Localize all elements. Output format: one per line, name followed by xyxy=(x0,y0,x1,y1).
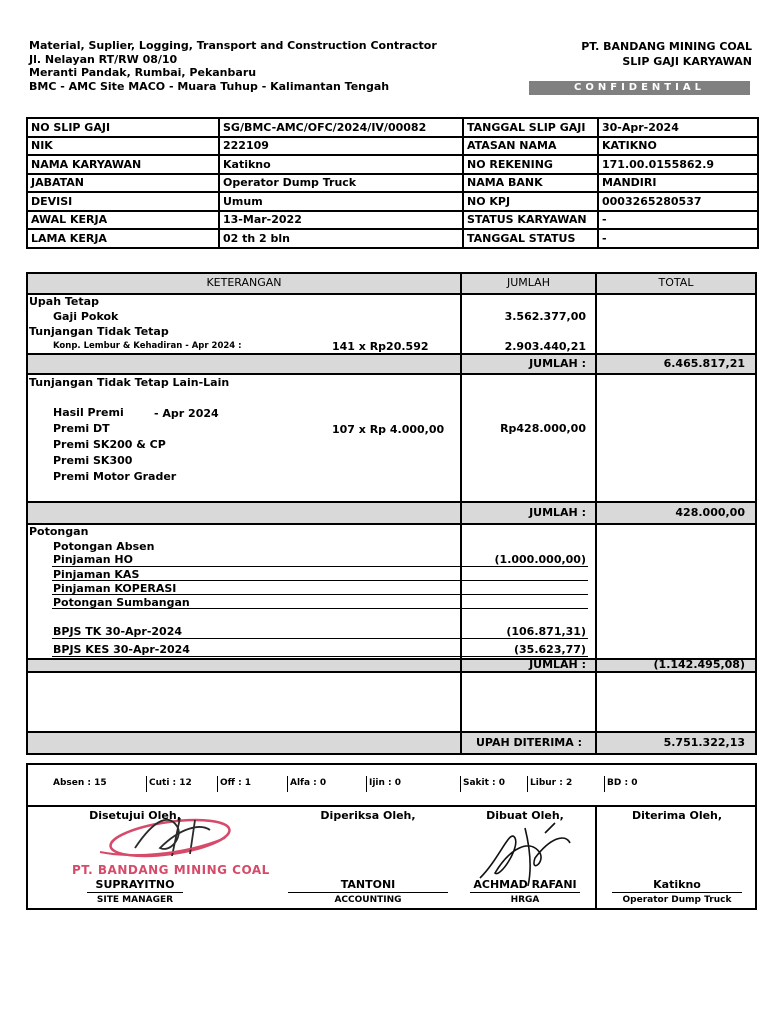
bpjs-tk-label: BPJS TK 30-Apr-2024 xyxy=(53,625,183,638)
info-row xyxy=(27,229,758,248)
separator xyxy=(287,776,288,792)
jumlah-total-2: 428.000,00 xyxy=(675,506,745,519)
jumlah-label-3: JUMLAH : xyxy=(529,658,586,671)
info-value: SG/BMC-AMC/OFC/2024/IV/00082 xyxy=(219,118,463,137)
info-row xyxy=(27,137,758,156)
separator xyxy=(460,776,461,792)
pinjaman-koperasi-label: Pinjaman KOPERASI xyxy=(53,582,177,595)
off-count: Off : 1 xyxy=(220,778,252,788)
info-value: - xyxy=(598,229,758,248)
info-label: NO KPJ xyxy=(463,192,598,211)
bpjs-kes-amount: (35.623,77) xyxy=(514,643,586,656)
cuti-count: Cuti : 12 xyxy=(149,778,192,788)
info-row xyxy=(27,174,758,193)
col-total: TOTAL xyxy=(658,276,694,289)
jumlah-label-2: JUMLAH : xyxy=(529,506,586,519)
info-label: JABATAN xyxy=(27,174,219,193)
bpjs-tk-amount: (106.871,31) xyxy=(506,625,586,638)
signature-line xyxy=(288,892,448,893)
premi-period: - Apr 2024 xyxy=(154,407,219,420)
received-label: Diterima Oleh, xyxy=(631,809,723,822)
made-label: Dibuat Oleh, xyxy=(486,809,564,822)
document-title: SLIP GAJI KARYAWAN xyxy=(622,55,752,68)
header-line-1: Material, Suplier, Logging, Transport and Construction Contractor xyxy=(29,39,437,52)
info-row xyxy=(27,118,758,137)
divider xyxy=(26,671,757,673)
received-name: Katikno xyxy=(653,878,701,891)
premi-dt-label: Premi DT xyxy=(53,422,110,435)
pinjaman-kas-label: Pinjaman KAS xyxy=(53,568,140,581)
lembur-label: Konp. Lembur & Kehadiran - Apr 2024 : xyxy=(53,341,242,351)
checked-name: TANTONI xyxy=(340,878,396,891)
sakit-count: Sakit : 0 xyxy=(463,778,506,788)
info-label: AWAL KERJA xyxy=(27,211,219,230)
pinjaman-ho-label: Pinjaman HO xyxy=(53,553,133,566)
info-label: DEVISI xyxy=(27,192,219,211)
approved-role: SITE MANAGER xyxy=(96,895,174,905)
info-value: 171.00.0155862.9 xyxy=(598,155,758,174)
checked-role: ACCOUNTING xyxy=(334,895,402,905)
col-jumlah: JUMLAH xyxy=(507,276,550,289)
confidential-banner: CONFIDENTIAL xyxy=(529,81,750,95)
info-label: TANGGAL SLIP GAJI xyxy=(463,118,598,137)
info-value: MANDIRI xyxy=(598,174,758,193)
row-underline xyxy=(52,656,588,657)
signature-line xyxy=(612,892,742,893)
info-value: 222109 xyxy=(219,137,463,156)
jumlah-total-3: (1.142.495,08) xyxy=(653,658,745,671)
potongan-sumbangan-label: Potongan Sumbangan xyxy=(53,596,190,609)
header-line-3: Meranti Pandak, Rumbai, Pekanbaru xyxy=(29,66,257,79)
divider xyxy=(26,523,757,525)
separator xyxy=(146,776,147,792)
row-underline xyxy=(52,638,588,639)
info-value: 0003265280537 xyxy=(598,192,758,211)
separator xyxy=(604,776,605,792)
header-line-4: BMC - AMC Site MACO - Muara Tuhup - Kalimantan Tengah xyxy=(29,79,390,93)
lembur-qty: 141 x Rp20.592 xyxy=(332,340,429,353)
tunjangan-tidak-tetap-label: Tunjangan Tidak Tetap xyxy=(29,325,169,338)
ijin-count: Ijin : 0 xyxy=(369,778,402,788)
potongan-absen-label: Potongan Absen xyxy=(53,540,155,553)
signature-line xyxy=(87,892,183,893)
divider xyxy=(26,805,757,807)
info-label: STATUS KARYAWAN xyxy=(463,211,598,230)
info-row xyxy=(27,192,758,211)
bpjs-kes-label: BPJS KES 30-Apr-2024 xyxy=(53,643,190,656)
received-role: Operator Dump Truck xyxy=(622,895,732,905)
libur-count: Libur : 2 xyxy=(530,778,573,788)
upah-diterima-label: UPAH DITERIMA : xyxy=(475,736,582,749)
company-name: PT. BANDANG MINING COAL xyxy=(581,40,752,53)
gaji-pokok-amount: 3.562.377,00 xyxy=(504,310,586,323)
potongan-label: Potongan xyxy=(29,525,89,538)
divider xyxy=(26,501,757,503)
stamp-text: PT. BANDANG MINING COAL xyxy=(72,863,270,877)
info-label: TANGGAL STATUS xyxy=(463,229,598,248)
company-title-block xyxy=(581,39,752,69)
info-label: NAMA KARYAWAN xyxy=(27,155,219,174)
divider xyxy=(26,293,757,295)
info-value: Katikno xyxy=(219,155,463,174)
info-label: NAMA BANK xyxy=(463,174,598,193)
jumlah-total-1: 6.465.817,21 xyxy=(663,357,745,370)
gaji-pokok-label: Gaji Pokok xyxy=(53,310,119,323)
made-name: ACHMAD RAFANI xyxy=(473,878,577,891)
company-address xyxy=(29,39,437,93)
info-value: - xyxy=(598,211,758,230)
info-label: NIK xyxy=(27,137,219,156)
divider xyxy=(26,731,757,733)
info-label: NO REKENING xyxy=(463,155,598,174)
hasil-premi-label: Hasil Premi xyxy=(53,406,124,419)
info-value: Umum xyxy=(219,192,463,211)
info-value: KATIKNO xyxy=(598,137,758,156)
separator xyxy=(527,776,528,792)
info-label: ATASAN NAMA xyxy=(463,137,598,156)
pinjaman-ho-amount: (1.000.000,00) xyxy=(494,553,586,566)
premi-sk300-label: Premi SK300 xyxy=(53,454,133,467)
premi-dt-qty: 107 x Rp 4.000,00 xyxy=(332,423,445,436)
info-row xyxy=(27,211,758,230)
separator xyxy=(217,776,218,792)
lain-lain-label: Tunjangan Tidak Tetap Lain-Lain xyxy=(29,376,230,389)
divider xyxy=(26,373,757,375)
info-value: 13-Mar-2022 xyxy=(219,211,463,230)
lembur-amount: 2.903.440,21 xyxy=(504,340,586,353)
premi-sk200-label: Premi SK200 & CP xyxy=(53,438,166,451)
row-underline xyxy=(52,566,588,567)
alfa-count: Alfa : 0 xyxy=(290,778,327,788)
info-value: 30-Apr-2024 xyxy=(598,118,758,137)
separator xyxy=(366,776,367,792)
absen-count: Absen : 15 xyxy=(53,778,107,788)
made-role: HRGA xyxy=(510,895,540,905)
bd-count: BD : 0 xyxy=(607,778,638,788)
approved-label: Disetujui Oleh, xyxy=(89,809,181,822)
jumlah-label-1: JUMLAH : xyxy=(529,357,586,370)
approved-name: SUPRAYITNO xyxy=(95,878,175,891)
info-row xyxy=(27,155,758,174)
info-label: LAMA KERJA xyxy=(27,229,219,248)
employee-info-table xyxy=(26,117,759,249)
upah-diterima-amount: 5.751.322,13 xyxy=(663,736,745,749)
info-value: 02 th 2 bln xyxy=(219,229,463,248)
signature-line xyxy=(470,892,580,893)
checked-label: Diperiksa Oleh, xyxy=(320,809,416,822)
info-value: Operator Dump Truck xyxy=(219,174,463,193)
upah-tetap-label: Upah Tetap xyxy=(29,295,99,308)
premi-dt-amount: Rp428.000,00 xyxy=(500,422,586,435)
divider xyxy=(26,353,757,355)
premi-motor-label: Premi Motor Grader xyxy=(53,470,177,483)
col-keterangan: KETERANGAN xyxy=(206,276,282,289)
info-label: NO SLIP GAJI xyxy=(27,118,219,137)
header-line-2: Jl. Nelayan RT/RW 08/10 xyxy=(29,52,178,66)
